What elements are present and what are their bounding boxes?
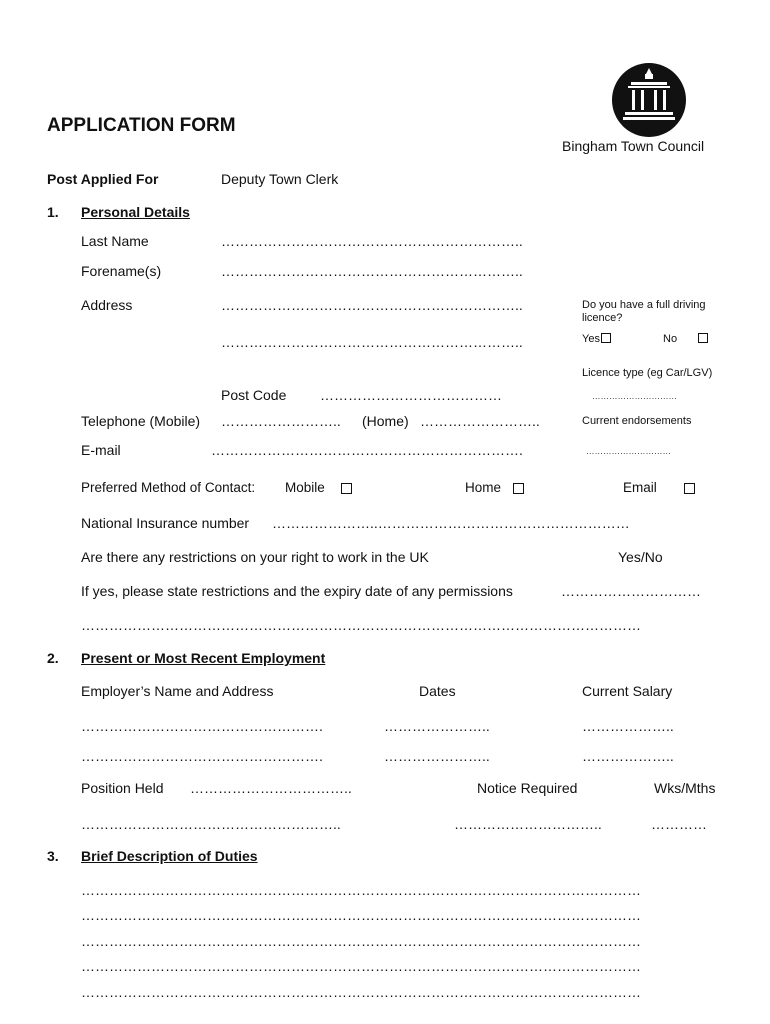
driving-licence-question: Do you have a full driving licence? xyxy=(582,299,706,324)
contact-email-checkbox[interactable] xyxy=(684,483,695,494)
duties-line-3[interactable]: ………………………………………………………………………………………………………… xyxy=(81,933,641,949)
preferred-contact-label: Preferred Method of Contact: xyxy=(81,480,256,495)
restrictions-detail-field[interactable]: ………………………… xyxy=(561,583,701,599)
restrictions-detail-label: If yes, please state restrictions and the expiry date of any permissions xyxy=(81,583,513,599)
duties-line-1[interactable]: ………………………………………………………………………………………………………… xyxy=(81,882,641,898)
section-1-number: 1. xyxy=(47,204,59,220)
organisation-name: Bingham Town Council xyxy=(562,138,705,154)
last-name-label: Last Name xyxy=(81,233,149,249)
council-crest-icon xyxy=(611,62,687,138)
position-held-field[interactable]: …………………………….. xyxy=(190,780,352,796)
restrictions-yes-no[interactable]: Yes/No xyxy=(618,549,663,565)
address-label: Address xyxy=(81,297,133,313)
salary-field[interactable]: ……………….. xyxy=(582,718,674,734)
employer-label: Employer’s Name and Address xyxy=(81,683,274,699)
section-2-heading: Present or Most Recent Employment xyxy=(81,650,326,666)
licence-no-option[interactable] xyxy=(663,333,708,345)
ni-number-label: National Insurance number xyxy=(81,515,250,531)
address-field-line-2[interactable]: ……………………………………………………….. xyxy=(221,334,523,350)
dates-field-line-1[interactable]: ………………….. xyxy=(384,718,490,734)
licence-no-checkbox[interactable] xyxy=(698,333,708,343)
employer-field-line-2[interactable]: ……………………………………………. xyxy=(81,748,323,764)
telephone-home-label: (Home) xyxy=(362,413,409,429)
contact-home-checkbox[interactable] xyxy=(513,483,524,494)
section-3-heading: Brief Description of Duties xyxy=(81,848,258,864)
section-2-number: 2. xyxy=(47,650,59,666)
licence-type-label: Licence type (eg Car/LGV) xyxy=(582,367,713,379)
position-held-field-line-2[interactable]: ……………………………………………….. xyxy=(81,816,341,832)
endorsements-label: Current endorsements xyxy=(582,415,692,427)
last-name-field[interactable]: ……………………………………………………….. xyxy=(221,233,523,249)
wks-mths-label: Wks/Mths xyxy=(654,780,716,796)
contact-home-option[interactable] xyxy=(465,480,524,495)
duties-line-4[interactable]: ………………………………………………………………………………………………………… xyxy=(81,958,641,974)
wks-mths-field[interactable]: ………… xyxy=(651,816,707,832)
contact-home-label: Home xyxy=(465,480,502,495)
section-3-number: 3. xyxy=(47,848,59,864)
licence-yes-label: Yes xyxy=(582,333,600,345)
salary-field-line-2[interactable]: ……………….. xyxy=(582,748,674,764)
post-applied-value: Deputy Town Clerk xyxy=(221,171,339,187)
licence-yes-checkbox[interactable] xyxy=(601,333,611,343)
notice-required-field[interactable]: ………………………….. xyxy=(454,816,602,832)
employer-field-line-1[interactable]: ……………………………………………. xyxy=(81,718,323,734)
page-title: APPLICATION FORM xyxy=(47,115,236,136)
post-code-field[interactable]: ………………………………… xyxy=(320,387,502,403)
contact-email-option[interactable] xyxy=(623,480,695,495)
position-held-label: Position Held xyxy=(81,780,164,796)
notice-required-label: Notice Required xyxy=(477,780,578,796)
forenames-label: Forename(s) xyxy=(81,263,162,279)
contact-email-label: Email xyxy=(623,480,657,495)
ni-number-field[interactable]: …………………..……………………………………………… xyxy=(272,515,630,531)
dates-field-line-2[interactable]: ………………….. xyxy=(384,748,490,764)
telephone-home-field[interactable]: …………………….. xyxy=(420,413,540,429)
forenames-field[interactable]: ……………………………………………………….. xyxy=(221,263,523,279)
section-1-heading: Personal Details xyxy=(81,204,190,220)
licence-yes-option[interactable] xyxy=(582,333,611,345)
post-code-label: Post Code xyxy=(221,387,287,403)
contact-mobile-label: Mobile xyxy=(285,480,325,495)
email-field[interactable]: …………………………………………………………. xyxy=(211,442,523,458)
duties-line-5[interactable]: ………………………………………………………………………………………………………… xyxy=(81,984,641,1000)
licence-no-label: No xyxy=(663,333,678,345)
current-salary-label: Current Salary xyxy=(582,683,673,699)
dates-label: Dates xyxy=(419,683,456,699)
contact-mobile-checkbox[interactable] xyxy=(341,483,352,494)
restrictions-question: Are there any restrictions on your right to work in the UK xyxy=(81,549,429,565)
contact-mobile-option[interactable] xyxy=(285,480,352,495)
post-applied-label: Post Applied For xyxy=(47,171,159,187)
telephone-mobile-field[interactable]: …………………….. xyxy=(221,413,341,429)
restrictions-detail-line-2[interactable]: ………………………………………………………………………………………………………… xyxy=(81,617,641,633)
telephone-mobile-label: Telephone (Mobile) xyxy=(81,413,201,429)
licence-type-field[interactable]: ………………………… xyxy=(592,391,677,401)
address-field-line-1[interactable]: ……………………………………………………….. xyxy=(221,297,523,313)
email-label: E-mail xyxy=(81,442,121,458)
duties-line-2[interactable]: ………………………………………………………………………………………………………… xyxy=(81,907,641,923)
endorsements-field[interactable]: ………………………… xyxy=(586,446,671,456)
